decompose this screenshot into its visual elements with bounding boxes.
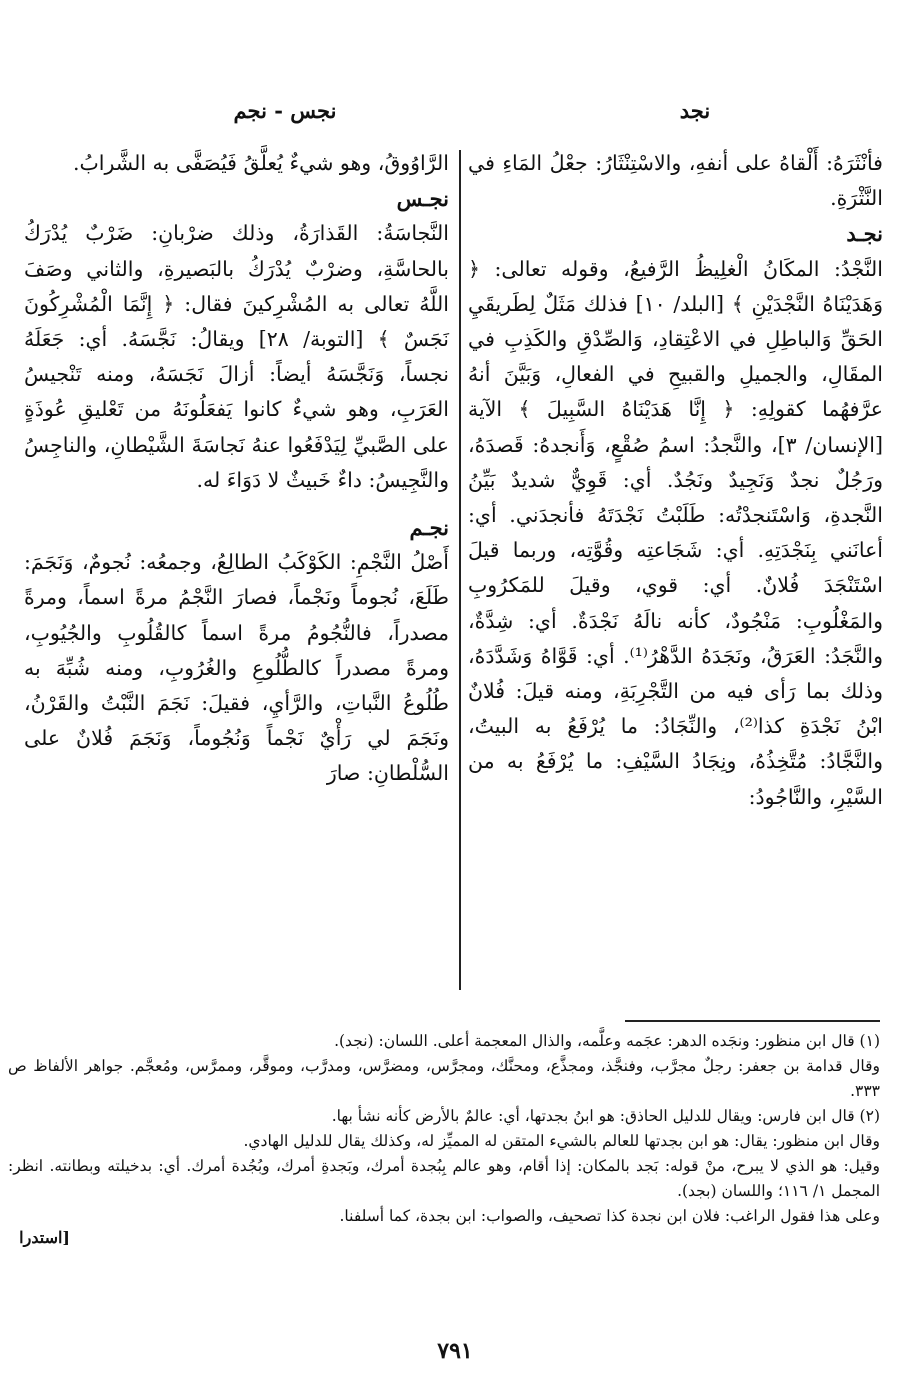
headword-najm: نجـم: [409, 515, 449, 541]
page-number: ٧٩١: [437, 1338, 473, 1364]
cut-off-bracket-label: [استدرا: [19, 1228, 70, 1247]
footnote-line: وقيل: هو الذي لا يبرح، منْ قوله: بَجد بالمكان: إذا أقام، وهو عالم بِبُجدة أمرك، وبَجدةِ أمرك، وبُجُدة أمرك. أي: بدخيلته وبطانته. انظر: المجمل ١/ ١١٦؛ واللسان (بجد).: [8, 1157, 880, 1200]
right-text-column: [468, 146, 883, 991]
footnote-line: (٢) قال ابن فارس: ويقال للدليل الحاذق: هو ابنُ بجدتها، أي: عالمٌ بالأرض كأنه نشأ بها.: [331, 1107, 880, 1125]
right-intro-paragraph: فأنْثَرَهُ: أَلْقاهُ على أنفهِ، والاسْتِنْثَارُ: جعْلُ المَاءِ في النَّثْرَةِ.: [468, 151, 883, 211]
headword-najd: نجـد: [846, 221, 883, 247]
entry-najm-body: أَصْلُ النَّجْمِ: الكَوْكَبُ الطالِعُ، وجمعُه: نُجومٌ، وَنَجَمَ: طَلَعَ، نُجوماً ونَجْماً، فصارَ النَّجْمُ مرةً اسماً، ومرةً مصدراً، فالنُّجُومُ مرةً اسماً كالقُلُوبِ والجُيُوبِ، ومرةً مصدراً كالطُّلُوعِ والغُرُوبِ، ومنه شُبِّهَ به طُلُوعُ النَّباتِ، والرَّأيِ، فقيلَ: نَجَمَ النَّبْتُ والقَرْنُ، ونَجَمَ لي رَأْيٌ نَجْماً وَنُجُوماً، وَنَجَمَ فُلانٌ على السُّلْطانِ: صارَ: [24, 550, 449, 786]
footnote-separator: [625, 1020, 880, 1022]
footnote-line: وعلى هذا فقول الراغب: فلان ابن نجدة كذا تصحيف، والصواب: ابن بجدة، كما أسلفنا.: [339, 1207, 880, 1225]
left-intro-paragraph: الرَّاوُوقُ، وهو شيءٌ يُعلَّقُ فَيُصَفَّى به الشَّرابُ.: [72, 151, 449, 175]
footnote-line: (١) قال ابن منظور: ونجَده الدهر: عجَمه وعلَّمه، والذال المعجمة أعلى. اللسان: (نجد).: [334, 1032, 880, 1050]
footnote-line: وقال ابن منظور: يقال: هو ابن بجدتها للعالم بالشيء المتقن له المميِّز له، وكذلك يقال للدليل الهادي.: [243, 1132, 880, 1150]
headword-najas: نجـس: [396, 186, 449, 212]
column-divider: [459, 150, 461, 990]
left-text-column: [24, 146, 449, 991]
entry-najd-body: النَّجْدُ: المكَانُ الْغلِيظُ الرَّفيعُ، وقوله تعالى: ﴿ وَهَدَيْنَاهُ النَّجْدَيْنِ ﴾ [البلد/ ١٠] فذلك مَثَلٌ لِطَريقَيِ الحَقِّ وَالباطِلِ في الاعْتِقادِ، وَالصِّدْقِ والكَذِبِ في المقَالِ، والجميلِ والقبيحِ في الفعالِ، وَبَيَّنَ أنهُ عرَّفهُما كقولِهِ: ﴿ إِنَّا هَدَيْنَاهُ السَّبِيلَ ﴾ الآية [الإنسان/ ٣]، والنَّجدُ: اسمُ صُقْعٍ، وَأَنجدهُ: قَصدَهُ، ورَجُلٌ نجدٌ وَنَجِيدٌ ونَجُدٌ. أي: قَوِيٌّ شديدٌ بَيِّنُ النَّجدةِ، وَاسْتَنجدْتُه: طَلَبْتُ نَجْدَتَهُ فأنجدَني. أي: أعانَني بِنَجْدَتِهِ. أي: شَجَاعتِه وقُوَّتِه، وربما قيلَ اسْتَنْجَدَ فُلانٌ. أي: قوي، وقيلَ للمَكرُوبِ والمَغْلُوبِ: مَنْجُودٌ، كأنه نالَهُ نَجْدَةٌ. أي: شِدَّةٌ، والنَّجَدُ: العَرَقُ، ونَجَدَهُ الدَّهْرُ⁽¹⁾. أي: قَوَّاهُ وَشَدَّدَهُ، وذلك بما رَأى فيه من التَّجْرِبَةِ، ومنه قيلَ: فُلانٌ ابْنُ نَجْدَةِ كذا⁽²⁾، والنِّجَادُ: ما يُرْفَعُ به البيتُ، والنَّجَّادُ: مُتَّخِذُهُ، ونِجَادُ السَّيْفِ: ما يُرْفَعُ به من السَّيْرِ، والنَّاجُودُ:: [468, 256, 884, 809]
entry-najas-body: النَّجاسَةُ: القَذارَةُ، وذلك ضرْبانِ: ضَرْبٌ يُدْرَكُ بالحاسَّةِ، وضرْبٌ يُدْرَكُ بالبَصيرةِ، والثاني وصَفَ اللَّهُ تعالى به المُشْرِكينَ فقال: ﴿ إِنَّمَا الْمُشْرِكُونَ نَجَسٌ ﴾ [التوبة/ ٢٨] ويقالُ: نَجَّسَهُ. أي: جَعَلَهُ نجساً، وَنَجَّسَهُ أيضاً: أزالَ نَجَسَهُ، ومنه تَنْجيسُ العَرَبِ، وهو شيءٌ كانوا يَفعَلُونَهُ من تَعْليقِ عُوذَةٍ على الصَّبيِّ لِيَدْفَعُوا عنهُ نَجاسَةَ الشَّيْطانِ، والناجِسُ والنَّجِيسُ: داءٌ خَبيثٌ لا دَوَاءَ له.: [24, 221, 449, 492]
footnotes: [8, 1029, 880, 1229]
running-header-left: نجس - نجم: [233, 98, 337, 123]
running-header-right: نجد: [679, 98, 711, 123]
footnote-line: وقال قدامة بن جعفر: رجلٌ مجرَّب، وفنجَّذ، ومجذَّع، ومحنَّك، ومجرَّس، ومضرَّس، ومدرَّب، وموقَّر، وممرَّس، ومُعجَّم. جواهر الألفاظ ص ٣٣٣.: [8, 1057, 880, 1100]
